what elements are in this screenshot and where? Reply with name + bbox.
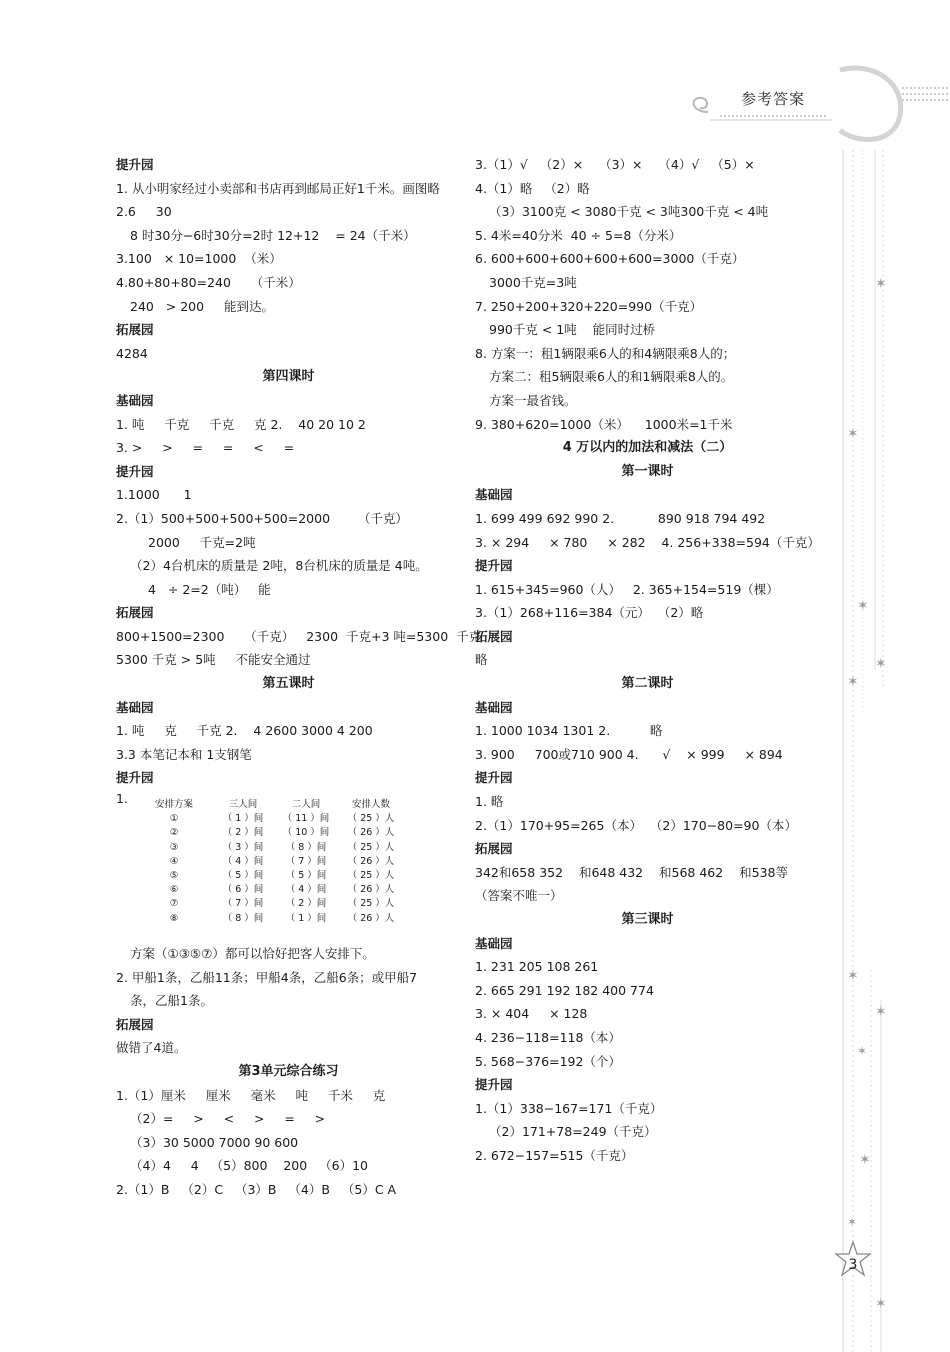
schedule-row bbox=[138, 812, 406, 826]
lesson-heading: 第3单元综合练习 bbox=[238, 1064, 339, 1079]
answer-line: 3. × 294 × 780 × 282 4. 256+338=594（千克） bbox=[475, 534, 820, 550]
schedule-cell: ② bbox=[169, 827, 179, 839]
answer-line: 2. 甲船1条，乙船11条；甲船4条，乙船6条；或甲船7 bbox=[116, 969, 418, 985]
answer-line: 6. 600+600+600+600+600=3000（千克） bbox=[475, 251, 745, 267]
lesson-heading: 4 万以内的加法和减法（二） bbox=[562, 440, 733, 456]
section-label: 拓展园 bbox=[116, 322, 154, 338]
section-label: 提升园 bbox=[116, 463, 154, 479]
schedule-cell: （ 5 ）间 bbox=[285, 870, 327, 882]
answer-line: 做错了4道。 bbox=[116, 1040, 187, 1056]
schedule-row bbox=[138, 841, 406, 855]
section-label: 基础园 bbox=[475, 487, 513, 503]
schedule-cell: （ 26 ）人 bbox=[347, 912, 395, 924]
svg-text:✶: ✶ bbox=[857, 1044, 868, 1058]
answer-line: 4 ÷ 2=2（吨） 能 bbox=[148, 581, 271, 597]
answer-line: 3. 900 700或710 900 4. √ × 999 × 894 bbox=[475, 746, 783, 762]
answer-line: 3.100 × 10=1000 （米） bbox=[116, 251, 282, 267]
answer-line: 1.1000 1 bbox=[116, 487, 192, 503]
answer-line: 条，乙船1条。 bbox=[130, 993, 213, 1009]
schedule-cell: ⑤ bbox=[169, 870, 179, 882]
answer-line: 4284 bbox=[116, 345, 148, 361]
answer-line: 2.（1）170+95=265（本） （2）170−80=90（本） bbox=[475, 817, 797, 833]
section-label: 拓展园 bbox=[475, 628, 513, 644]
schedule-cell: （ 6 ）间 bbox=[222, 884, 264, 896]
section-label: 拓展园 bbox=[116, 1016, 154, 1032]
answer-line: （答案不唯一） bbox=[475, 888, 563, 904]
schedule-cell: （ 5 ）间 bbox=[222, 870, 264, 882]
answer-line: 1.（1）厘米 厘米 毫米 吨 千米 克 bbox=[116, 1087, 386, 1103]
schedule-header: 安排方案 bbox=[154, 799, 193, 811]
schedule-cell: （ 26 ）人 bbox=[347, 827, 395, 839]
schedule-cell: ④ bbox=[169, 855, 179, 867]
header-ornament bbox=[680, 60, 950, 150]
answer-line: 1. 略 bbox=[475, 794, 504, 810]
schedule-cell: （ 8 ）间 bbox=[222, 912, 264, 924]
svg-text:✶: ✶ bbox=[875, 276, 887, 292]
answer-line: 240 > 200 能到达。 bbox=[130, 298, 274, 314]
svg-text:✶: ✶ bbox=[847, 426, 859, 442]
schedule-row bbox=[138, 855, 406, 869]
section-label: 提升园 bbox=[475, 770, 513, 786]
lesson-heading: 第一课时 bbox=[621, 463, 674, 479]
schedule-cell: （ 25 ）人 bbox=[347, 898, 395, 910]
answer-line: 方案（①③⑤⑦）都可以恰好把客人安排下。 bbox=[130, 946, 375, 962]
schedule-cell: ⑧ bbox=[169, 912, 179, 924]
section-label: 提升园 bbox=[116, 157, 154, 172]
schedule-header: 安排人数 bbox=[351, 799, 390, 811]
schedule-cell: （ 4 ）间 bbox=[285, 884, 327, 896]
schedule-cell: （ 2 ）间 bbox=[285, 898, 327, 910]
answer-line: 1. 吨 克 千克 2. 4 2600 3000 4 200 bbox=[116, 723, 373, 739]
schedule-header: 二人间 bbox=[291, 799, 321, 811]
schedule-header: 三人间 bbox=[228, 799, 258, 811]
answer-line: 2.（1）B （2）C （3）B （4）B （5）C A bbox=[116, 1181, 397, 1197]
answer-line: 3.（1）√ （2）× （3）× （4）√ （5）× bbox=[475, 157, 755, 172]
answer-line: 800+1500=2300 （千克） 2300 千克+3 吨=5300 千克 bbox=[116, 628, 482, 644]
answer-line: 7. 250+200+320+220=990（千克） bbox=[475, 298, 703, 314]
section-label: 提升园 bbox=[116, 770, 154, 786]
svg-text:✶: ✶ bbox=[875, 656, 887, 672]
answer-line: 1. 699 499 692 990 2. 890 918 794 492 bbox=[475, 510, 766, 526]
answer-line: 5300 千克 > 5吨 不能安全通过 bbox=[116, 652, 311, 668]
answer-line: 1. 1000 1034 1301 2. 略 bbox=[475, 723, 663, 739]
answer-line: 4. 236−118=118（本） bbox=[475, 1029, 621, 1045]
answer-line: 3. > > = = < = bbox=[116, 440, 295, 456]
section-label: 提升园 bbox=[475, 1077, 513, 1093]
answer-line: （4）4 4 （5）800 200 （6）10 bbox=[130, 1158, 368, 1174]
answer-line: 2.6 30 bbox=[116, 204, 172, 220]
answer-line: 2. 672−157=515（千克） bbox=[475, 1147, 634, 1163]
answer-line: 4.80+80+80=240 （千米） bbox=[116, 274, 301, 290]
section-label: 拓展园 bbox=[116, 605, 154, 621]
schedule-cell: ① bbox=[169, 813, 179, 825]
answer-line: 8. 方案一：租1辆限乘6人的和4辆限乘8人的； bbox=[475, 345, 736, 361]
section-label: 提升园 bbox=[475, 558, 513, 574]
answer-line: 5. 568−376=192（个） bbox=[475, 1053, 621, 1069]
page-number: 3 bbox=[848, 1257, 858, 1273]
schedule-cell: （ 26 ）人 bbox=[347, 884, 395, 896]
right-column bbox=[475, 153, 820, 1168]
answer-line: 9. 380+620=1000（米） 1000米=1千米 bbox=[475, 416, 733, 432]
lesson-heading: 第四课时 bbox=[262, 369, 315, 385]
schedule-cell: （ 7 ）间 bbox=[285, 855, 327, 867]
schedule-cell: （ 3 ）间 bbox=[222, 841, 264, 853]
answer-line: 3000千克=3吨 bbox=[489, 274, 577, 290]
section-label: 基础园 bbox=[116, 699, 154, 715]
schedule-row bbox=[138, 912, 406, 926]
answer-line: 2. 665 291 192 182 400 774 bbox=[475, 982, 654, 998]
section-label: 基础园 bbox=[475, 699, 513, 715]
answer-line: （2）= > < > = > bbox=[130, 1111, 326, 1127]
star-ornament bbox=[835, 150, 950, 1352]
schedule-cell: （ 1 ）间 bbox=[222, 813, 264, 825]
schedule-row bbox=[138, 883, 406, 897]
answer-line: 1. 从小明家经过小卖部和书店再到邮局正好1千米。画图略 bbox=[116, 180, 440, 196]
section-label: 拓展园 bbox=[475, 841, 513, 857]
lesson-heading: 第五课时 bbox=[262, 676, 315, 692]
answer-line: 342和658 352 和648 432 和568 462 和538等 bbox=[475, 864, 788, 880]
answer-line: 5. 4米=40分米 40 ÷ 5=8（分米） bbox=[475, 227, 682, 243]
answer-line: （3）30 5000 7000 90 600 bbox=[130, 1134, 299, 1150]
schedule-cell: （ 11 ）间 bbox=[282, 813, 330, 825]
schedule-row bbox=[138, 826, 406, 840]
schedule-cell: （ 25 ）人 bbox=[347, 813, 395, 825]
svg-text:✶: ✶ bbox=[875, 1004, 887, 1020]
schedule-row bbox=[138, 897, 406, 911]
answer-line: 1.（1）338−167=171（千克） bbox=[475, 1100, 663, 1116]
schedule-number: 1. bbox=[116, 791, 128, 807]
answer-line: 3.3 本笔记本和 1支钢笔 bbox=[116, 746, 252, 762]
svg-text:✶: ✶ bbox=[847, 968, 859, 984]
answer-line: 略 bbox=[475, 652, 488, 668]
schedule-cell: （ 7 ）间 bbox=[222, 898, 264, 910]
schedule-cell: （ 25 ）人 bbox=[347, 841, 395, 853]
answer-line: （2）4台机床的质量是 2吨，8台机床的质量是 4吨。 bbox=[130, 558, 428, 574]
answer-line: 990千克 < 1吨 能同时过桥 bbox=[489, 322, 656, 338]
answer-line: 1. 吨 千克 千克 克 2. 40 20 10 2 bbox=[116, 416, 366, 432]
schedule-cell: （ 25 ）人 bbox=[347, 870, 395, 882]
answer-line: （2）171+78=249（千克） bbox=[489, 1124, 657, 1140]
answer-line: 1. 615+345=960（人） 2. 365+154=519（棵） bbox=[475, 581, 779, 597]
left-column bbox=[116, 153, 482, 1202]
schedule-cell: （ 4 ）间 bbox=[222, 855, 264, 867]
answer-line: （3）3100克 < 3080千克 < 3吨300千克 < 4吨 bbox=[489, 204, 769, 220]
section-label: 基础园 bbox=[475, 935, 513, 951]
answer-line: 2000 千克=2吨 bbox=[148, 534, 256, 550]
header-title: 参考答案 bbox=[741, 90, 806, 108]
answer-line: 3. × 404 × 128 bbox=[475, 1006, 588, 1022]
answer-line: 方案二：租5辆限乘6人的和1辆限乘8人的。 bbox=[489, 369, 734, 385]
answer-line: 2.（1）500+500+500+500=2000 （千克） bbox=[116, 510, 408, 526]
answer-line: 3.（1）268+116=384（元） （2）略 bbox=[475, 605, 704, 621]
schedule-table bbox=[116, 790, 461, 940]
schedule-cell: （ 2 ）间 bbox=[222, 827, 264, 839]
answer-line: 1. 231 205 108 261 bbox=[475, 959, 599, 975]
section-label: 基础园 bbox=[116, 392, 154, 408]
schedule-row bbox=[138, 869, 406, 883]
svg-text:✶: ✶ bbox=[847, 1215, 858, 1229]
svg-text:✶: ✶ bbox=[847, 674, 859, 690]
svg-text:✶: ✶ bbox=[859, 1152, 871, 1168]
svg-text:✶: ✶ bbox=[857, 598, 869, 614]
schedule-cell: ⑥ bbox=[169, 884, 179, 896]
svg-text:✶: ✶ bbox=[875, 1296, 887, 1312]
lesson-heading: 第二课时 bbox=[621, 676, 674, 692]
schedule-cell: （ 1 ）间 bbox=[285, 912, 327, 924]
schedule-cell: （ 8 ）间 bbox=[285, 841, 327, 853]
answer-line: 方案一最省钱。 bbox=[489, 392, 577, 408]
schedule-cell: ⑦ bbox=[169, 898, 179, 910]
schedule-cell: ③ bbox=[169, 841, 179, 853]
schedule-cell: （ 26 ）人 bbox=[347, 855, 395, 867]
schedule-cell: （ 10 ）间 bbox=[282, 827, 330, 839]
answer-line: 4.（1）略 （2）略 bbox=[475, 180, 590, 196]
answer-line: 8 时30分−6时30分=2时 12+12 = 24（千米） bbox=[130, 227, 416, 243]
lesson-heading: 第三课时 bbox=[621, 912, 674, 927]
